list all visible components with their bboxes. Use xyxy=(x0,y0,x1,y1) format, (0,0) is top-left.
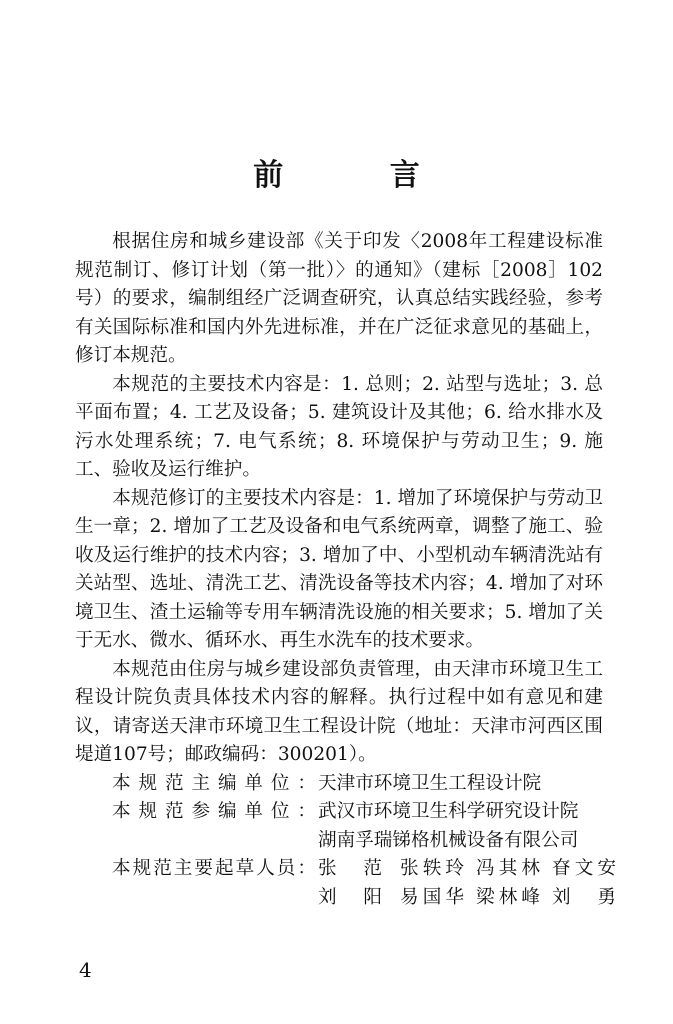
drafter-name: 刘 阳 xyxy=(318,886,382,908)
page-number: 4 xyxy=(79,958,92,982)
chief-editor-row xyxy=(75,770,603,799)
paragraph-management: 本规范由住房与城乡建设部负责管理，由天津市环境卫生工程设计院负责具体技术内容的解释。执行过程中如有意见和建议，请寄送天津市环境卫生工程设计院（地址：天津市河西区围堤道107号；邮政编码：300201）。 xyxy=(75,658,603,765)
drafters-names xyxy=(316,855,616,884)
co-editor-value: 湖南孚瑞锑格机械设备有限公司 xyxy=(318,829,579,851)
document-body xyxy=(75,228,616,912)
drafters-label: 本规范主要起草人员： xyxy=(112,858,316,879)
drafters-names xyxy=(316,884,616,913)
drafter-name: 张 范 xyxy=(318,858,382,879)
drafter-name: 冯其林 xyxy=(476,858,540,879)
co-editor-row xyxy=(75,827,603,856)
drafter-name: 张轶玲 xyxy=(400,858,464,879)
co-editor-value: 武汉市环境卫生科学研究设计院 xyxy=(318,801,579,822)
chief-editor-value: 天津市环境卫生工程设计院 xyxy=(318,772,542,794)
page-title: 前 言 xyxy=(253,158,468,193)
paragraph-basis: 根据住房和城乡建设部《关于印发〈2008年工程建设标准规范制订、修订计划（第一批）〉的通知》（建标［2008］102号）的要求，编制组经广泛调查研究，认真总结实践经验，参考有关国际标准和国内外先进标准，并在广泛征求意见的基础上，修订本规范。 xyxy=(75,231,603,366)
chief-editor-label: 本规范主编单位： xyxy=(112,772,316,794)
paragraph-main-content: 本规范的主要技术内容是：1. 总则；2. 站型与选址；3. 总平面布置；4. 工艺及设备；5. 建筑设计及其他；6. 给水排水及污水处理系统；7. 电气系统；8. 环境保护与劳动卫生；9. 施工、验收及运行维护。 xyxy=(75,373,603,480)
co-editor-label: 本规范参编单位： xyxy=(112,801,316,822)
drafter-name: 梁林峰 xyxy=(476,886,540,908)
drafters-row xyxy=(75,855,616,884)
drafter-name: 刘 勇 xyxy=(552,886,616,908)
drafter-name: 易国华 xyxy=(400,886,464,908)
co-editor-row xyxy=(75,798,603,827)
paragraph-revision-content: 本规范修订的主要技术内容是：1. 增加了环境保护与劳动卫生一章；2. 增加了工艺及设备和电气系统两章，调整了施工、验收及运行维护的技术内容；3. 增加了中、小型机动车辆清洗站有关站型、选址、清洗工艺、清洗设备等技术内容；4. 增加了对环境卫生、渣土运输等专用车辆清洗设施的相关要求；5. 增加了关于无水、微水、循环水、再生水洗车的技术要求。 xyxy=(75,487,603,651)
drafter-name: 眘文安 xyxy=(552,858,616,879)
drafters-row xyxy=(75,884,616,913)
